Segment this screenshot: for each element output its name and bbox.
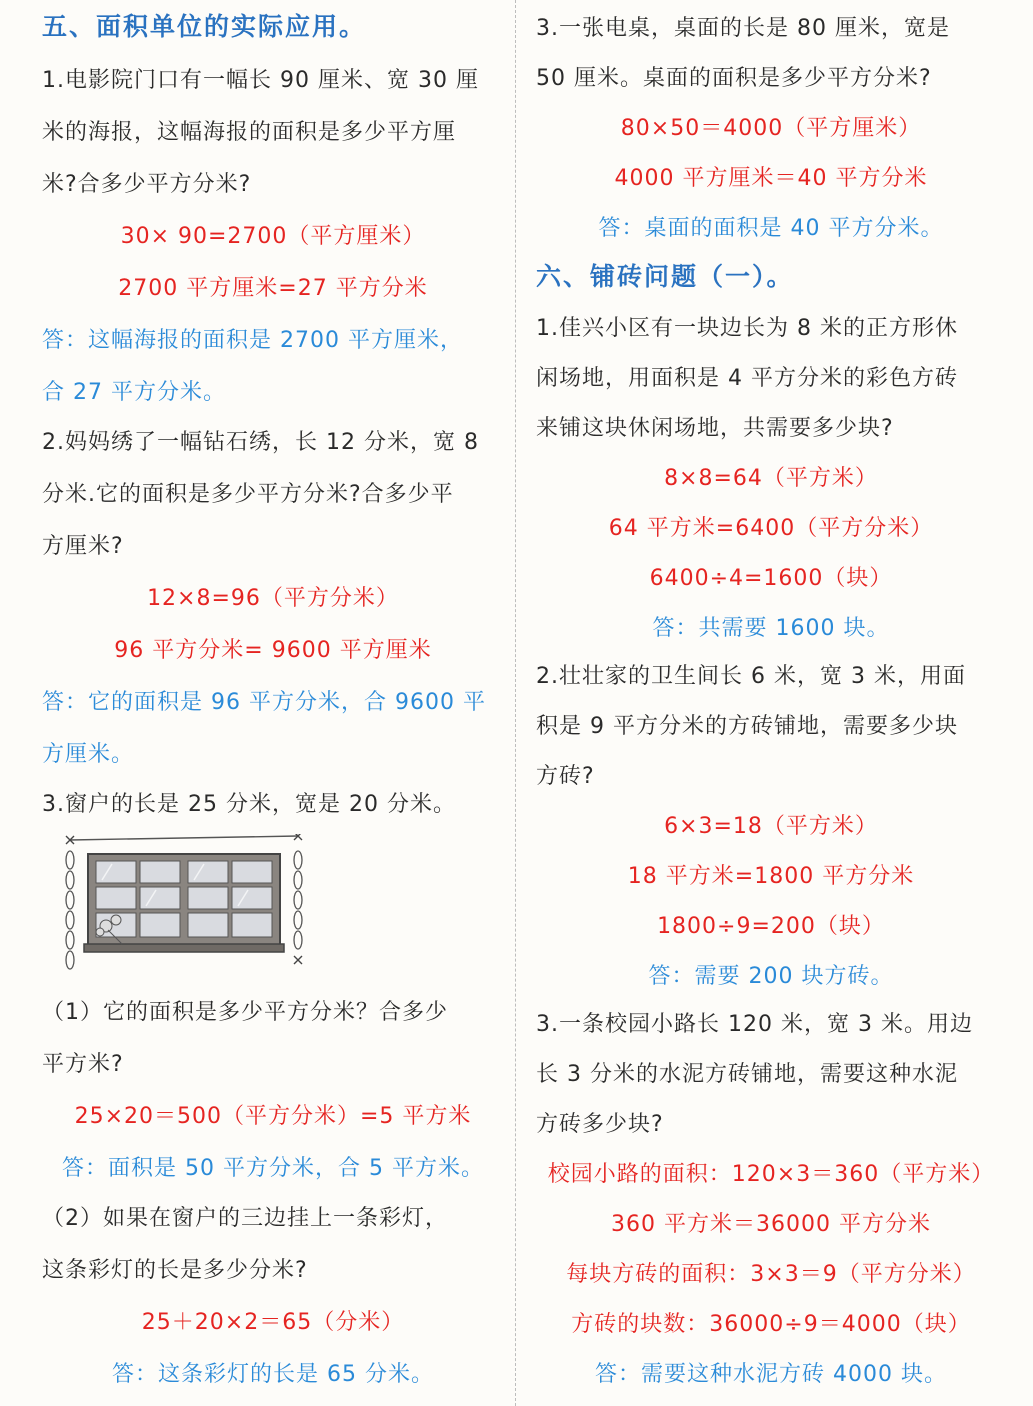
tile1-calc2: 64 平方米=6400（平方分米） bbox=[608, 516, 934, 541]
desk-question-line1: 3.一张电桌，桌面的长是 80 厘米，宽是 bbox=[536, 16, 950, 41]
q1-text-line1: 1.电影院门口有一幅长 90 厘米、宽 30 厘 bbox=[42, 68, 479, 93]
tile1-text-line1: 1.佳兴小区有一块边长为 8 米的正方形休 bbox=[536, 316, 958, 341]
column-divider bbox=[515, 0, 516, 1406]
tile1-text-line2: 闲场地，用面积是 4 平方分米的彩色方砖 bbox=[536, 366, 958, 391]
desk-answer: 答：桌面的面积是 40 平方分米。 bbox=[598, 216, 944, 241]
tile2-calc3: 1800÷9=200（块） bbox=[657, 914, 885, 939]
q1-answer-line2: 合 27 平方分米。 bbox=[42, 380, 226, 405]
q3-part1-text-line2: 平方米? bbox=[42, 1052, 124, 1077]
q3-part2-calc: 25＋20×2＝65（分米） bbox=[141, 1310, 405, 1335]
q3-part1-calc: 25×20＝500（平方分米）=5 平方米 bbox=[74, 1104, 472, 1129]
tile3-text-line3: 方砖多少块? bbox=[536, 1112, 664, 1137]
tile1-calc3: 6400÷4=1600（块） bbox=[649, 566, 893, 591]
q1-answer-line1: 答：这幅海报的面积是 2700 平方厘米， bbox=[42, 328, 463, 353]
desk-calc1: 80×50＝4000（平方厘米） bbox=[620, 116, 922, 141]
q3-part2-text-line1: （2）如果在窗户的三边挂上一条彩灯， bbox=[42, 1206, 448, 1231]
q1-calc1: 30× 90=2700（平方厘米） bbox=[120, 224, 426, 249]
tile3-calc4: 方砖的块数：36000÷9＝4000（块） bbox=[571, 1312, 971, 1337]
q3-part2-text-line2: 这条彩灯的长是多少分米? bbox=[42, 1258, 308, 1283]
tile3-calc1: 校园小路的面积：120×3＝360（平方米） bbox=[547, 1162, 995, 1187]
tile3-answer: 答：需要这种水泥方砖 4000 块。 bbox=[595, 1362, 947, 1387]
tile1-text-line3: 来铺这块休闲场地，共需要多少块? bbox=[536, 416, 894, 441]
window-illustration bbox=[62, 834, 324, 974]
tile3-calc2: 360 平方米＝36000 平方分米 bbox=[611, 1212, 931, 1237]
section-6-title: 六、铺砖问题（一）。 bbox=[536, 262, 794, 291]
desk-question-line2: 50 厘米。桌面的面积是多少平方分米? bbox=[536, 66, 932, 91]
tile2-calc2: 18 平方米=1800 平方分米 bbox=[627, 864, 915, 889]
q2-answer-line2: 方厘米。 bbox=[42, 742, 135, 767]
desk-calc2: 4000 平方厘米＝40 平方分米 bbox=[614, 166, 928, 191]
tile2-text-line1: 2.壮壮家的卫生间长 6 米，宽 3 米，用面 bbox=[536, 664, 966, 689]
q1-calc2: 2700 平方厘米=27 平方分米 bbox=[118, 276, 428, 301]
q2-answer-line1: 答：它的面积是 96 平方分米，合 9600 平 bbox=[42, 690, 486, 715]
section-5-title: 五、面积单位的实际应用。 bbox=[42, 12, 367, 41]
tile1-answer: 答：共需要 1600 块。 bbox=[652, 616, 890, 641]
q1-text-line2: 米的海报，这幅海报的面积是多少平方厘 bbox=[42, 120, 457, 145]
tile2-answer: 答：需要 200 块方砖。 bbox=[648, 964, 894, 989]
tile3-text-line2: 长 3 分米的水泥方砖铺地，需要这种水泥 bbox=[536, 1062, 958, 1087]
q3-part2-answer: 答：这条彩灯的长是 65 分米。 bbox=[112, 1362, 434, 1387]
tile3-calc3: 每块方砖的面积：3×3＝9（平方分米） bbox=[566, 1262, 976, 1287]
q3-text-line1: 3.窗户的长是 25 分米，宽是 20 分米。 bbox=[42, 792, 456, 817]
q2-text-line2: 分米.它的面积是多少平方分米?合多少平 bbox=[42, 482, 454, 507]
q2-calc1: 12×8=96（平方分米） bbox=[147, 586, 399, 611]
q1-text-line3: 米?合多少平方分米? bbox=[42, 172, 252, 197]
q2-calc2: 96 平方分米= 9600 平方厘米 bbox=[114, 638, 432, 663]
q3-part1-text-line1: （1）它的面积是多少平方分米？合多少 bbox=[42, 1000, 448, 1025]
tile3-text-line1: 3.一条校园小路长 120 米，宽 3 米。用边 bbox=[536, 1012, 973, 1037]
q2-text-line1: 2.妈妈绣了一幅钻石绣，长 12 分米，宽 8 bbox=[42, 430, 479, 455]
tile2-text-line2: 积是 9 平方分米的方砖铺地，需要多少块 bbox=[536, 714, 958, 739]
q3-part1-answer: 答：面积是 50 平方分米，合 5 平方米。 bbox=[62, 1156, 484, 1181]
q2-text-line3: 方厘米? bbox=[42, 534, 124, 559]
tile1-calc1: 8×8=64（平方米） bbox=[664, 466, 878, 491]
tile2-text-line3: 方砖? bbox=[536, 764, 595, 789]
tile2-calc1: 6×3=18（平方米） bbox=[664, 814, 878, 839]
